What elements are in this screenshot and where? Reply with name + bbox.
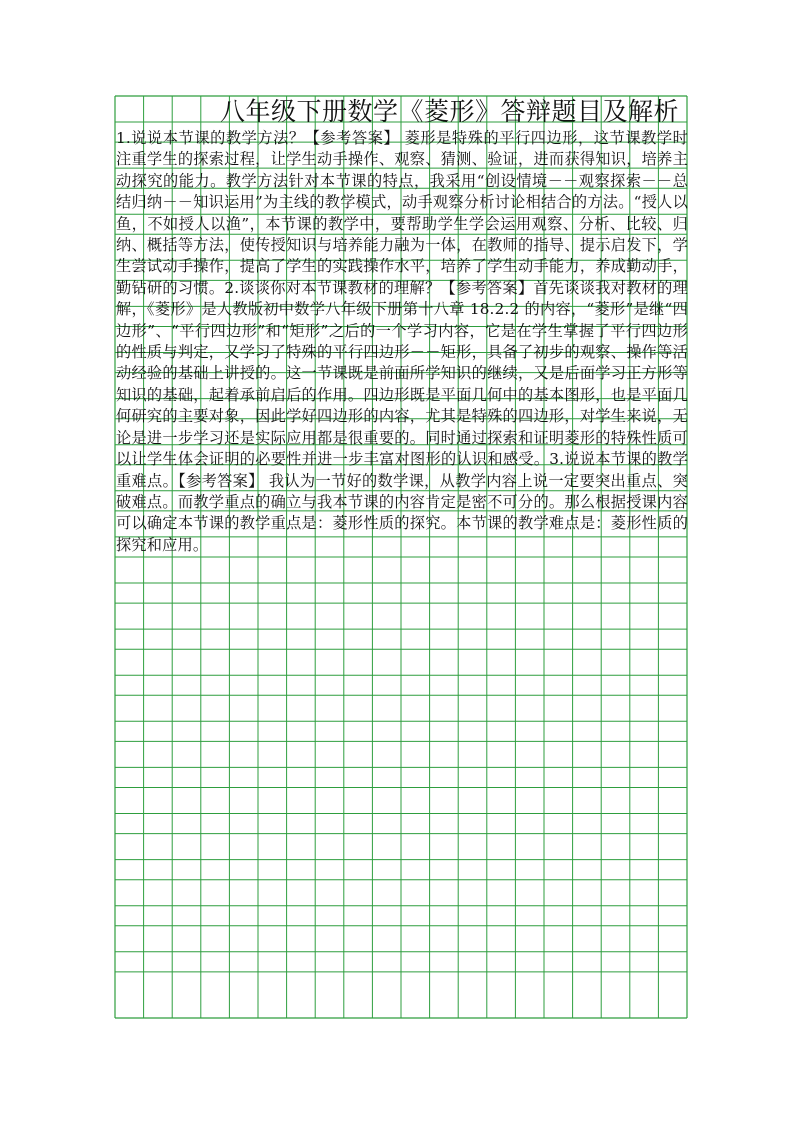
document-body: 1.说说本节课的教学方法？【参考答案】 菱形是特殊的平行四边形，这节课教学时注重学生的探索过程，让学生动手操作、观察、猜测、验证，进而获得知识，培养主动探究的能力。教学方法针对本节课的特点，我采用“创设情境－－观察探索－－总结归纳－－知识运用”为主线的教学模式，动手观察分析讨论相结合的方法。“授人以鱼，不如授人以渔”，本节课的教学中，要帮助学生学会运用观察、分析、比较、归纳、概括等方法，使传授知识与培养能力融为一体，在教师的指导、提示启发下，学生尝试动手操作，提高了学生的实践操作水平，培养了学生动手能力，养成勤动手，勤钻研的习惯。2.谈谈你对本节课教材的理解？【参考答案】首先谈谈我对教材的理解，《菱形》是人教版初中数学八年级下册第十八章 18.2.2 的内容，“菱形”是继“四边形”、“平行四边形”和“矩形”之后的一个学习内容，它是在学生掌握了平行四边形的性质与判定，又学习了特殊的平行四边形－－矩形，具备了初步的观察、操作等活动经验的基础上讲授的。这一节课既是前面所学知识的继续，又是后面学习正方形等知识的基础，起着承前启后的作用。四边形既是平面几何中的基本图形，也是平面几何研究的主要对象，因此学好四边形的内容，尤其是特殊的四边形，对学生来说，无论是进一步学习还是实际应用都是很重要的。同时通过探索和证明菱形的特殊性质可以让学生体会证明的必要性并进一步丰富对图形的认识和感受。3.说说本节课的教学重难点。【参考答案】 我认为一节好的数学课，从教学内容上说一定要突出重点、突破难点。而教学重点的确立与我本节课的内容肯定是密不可分的。那么根据授课内容可以确定本节课的教学重点是：菱形性质的探究。本节课的教学难点是：菱形性质的探究和应用。: [116, 129, 688, 554]
document-title: 八年级下册数学《菱形》答辩题目及解析: [219, 97, 679, 126]
